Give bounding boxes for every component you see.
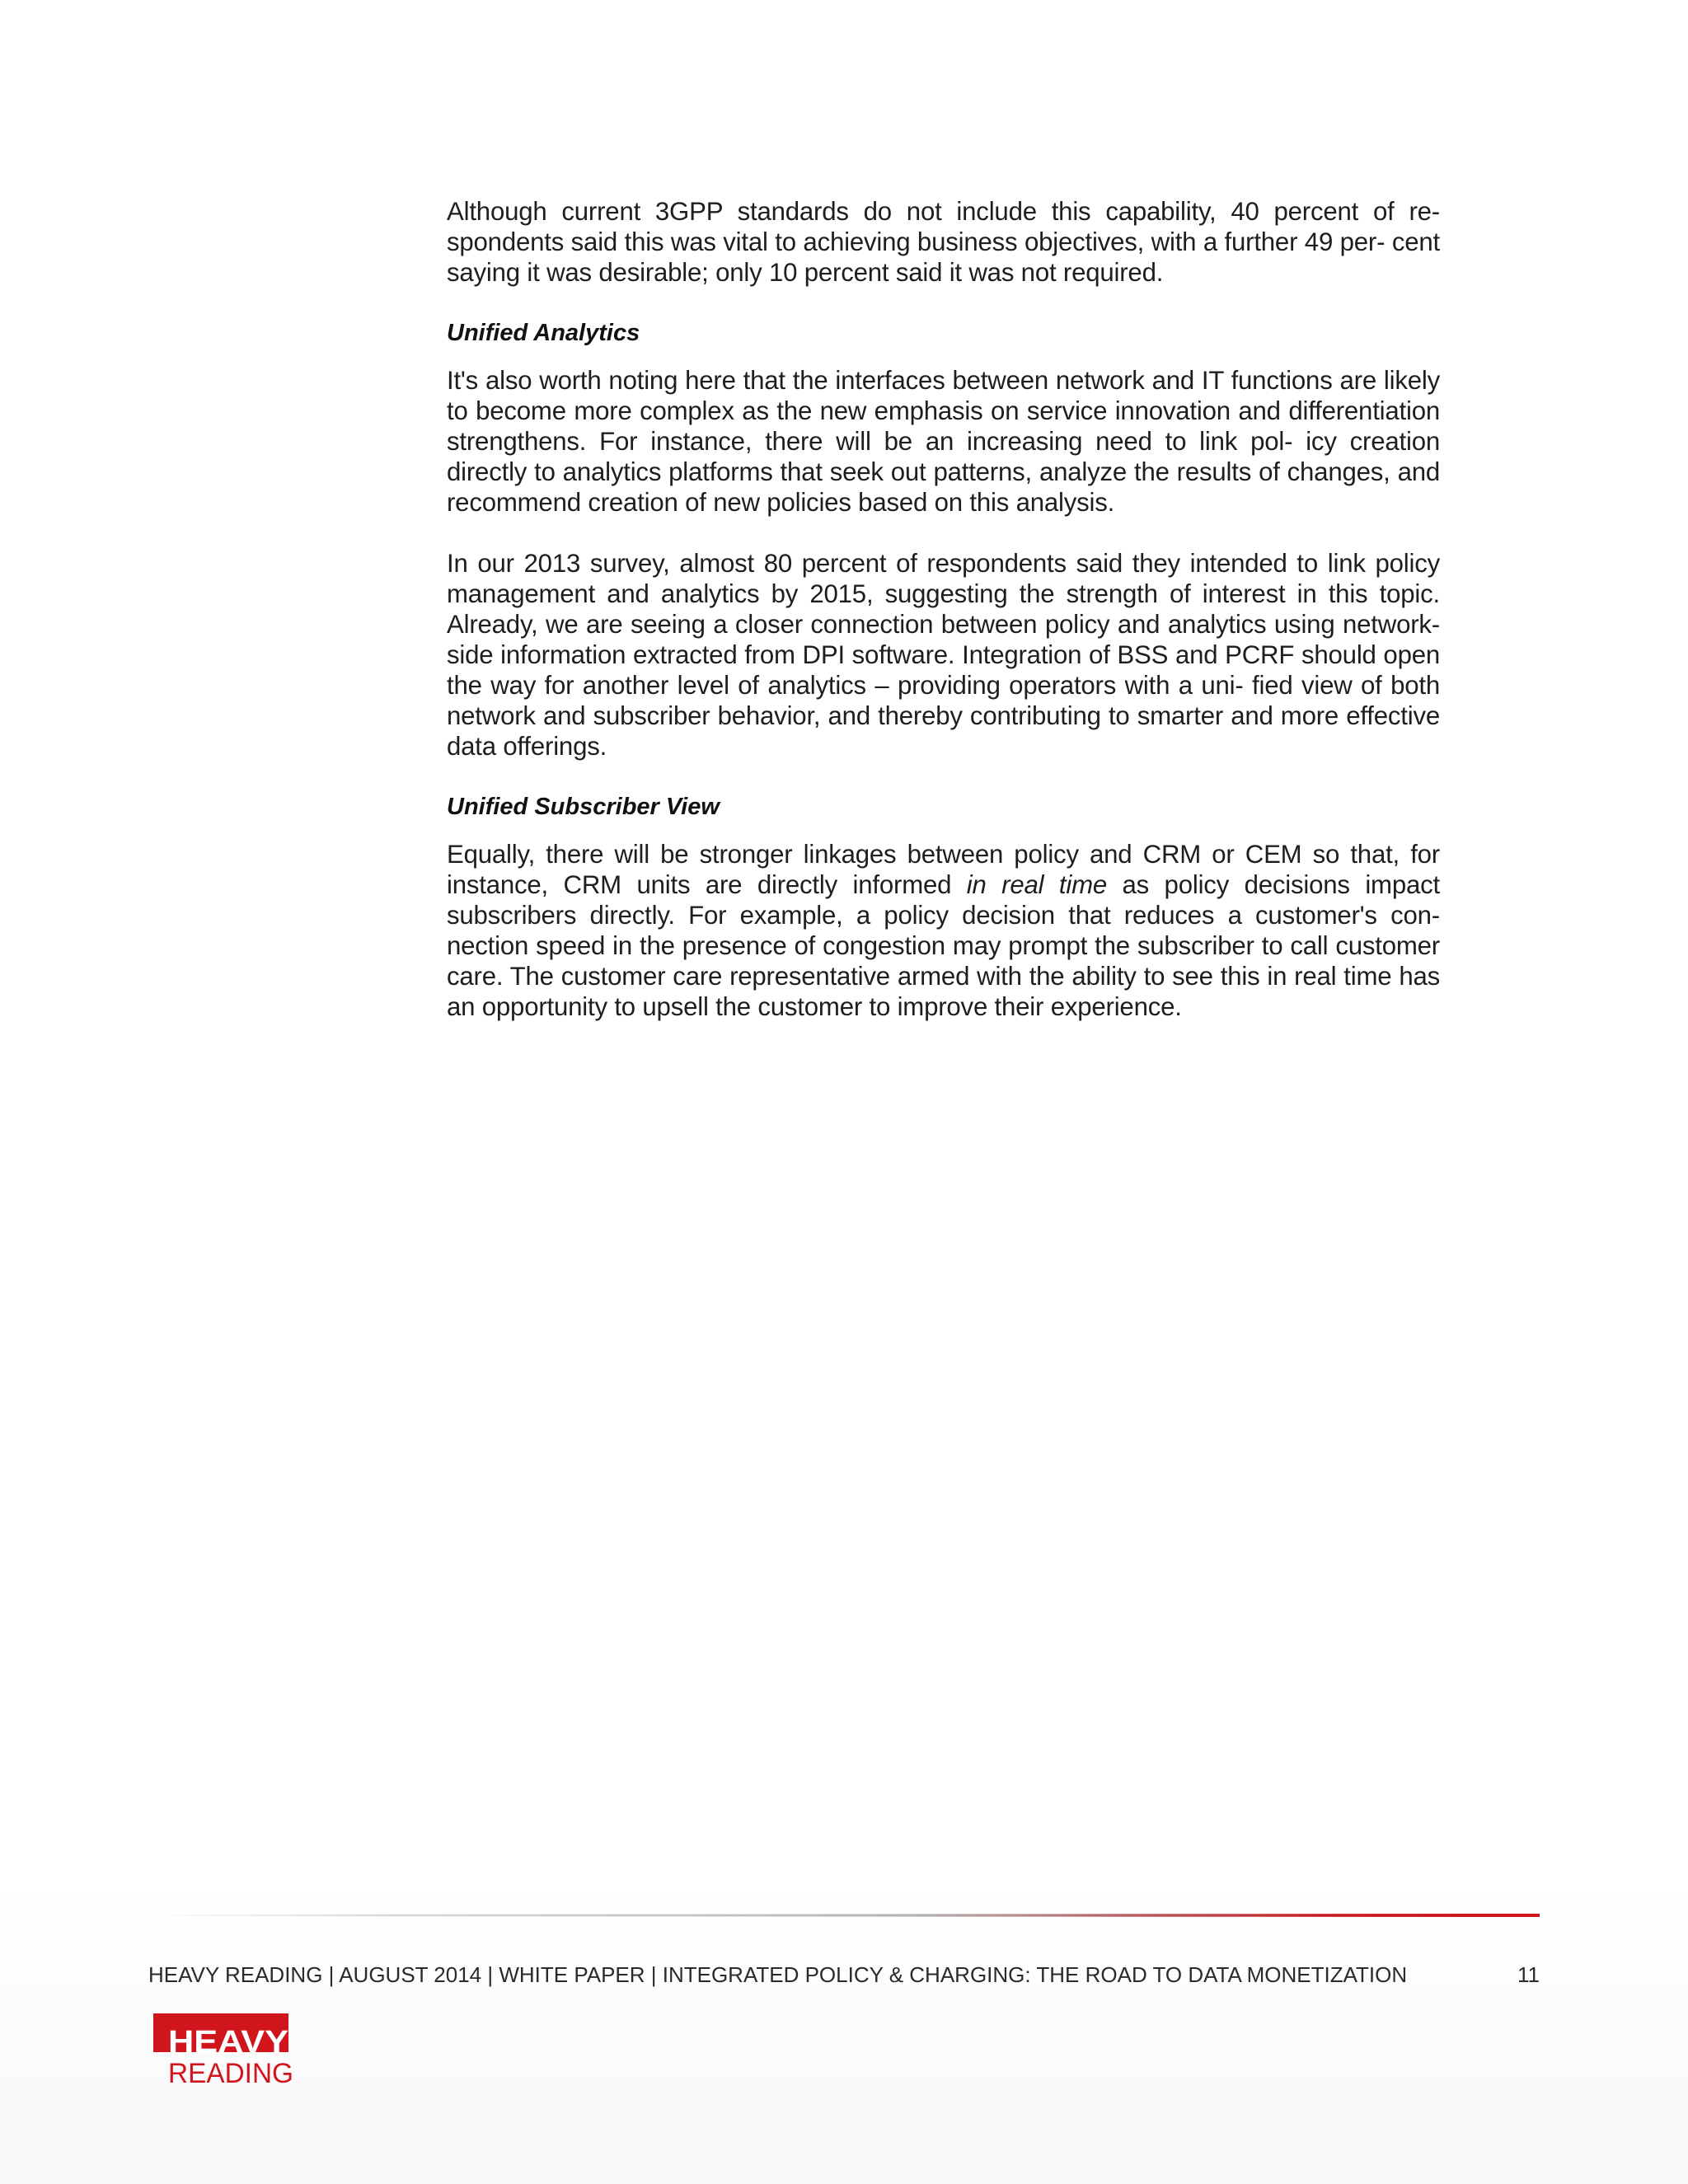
text-segment: instance, CRM units are directly informed [447,870,967,899]
text-line: network-side information extracted from DPI software. Integration of BSS and PCRF [447,610,1440,669]
text-line: Although current 3GPP standards do not include this capability, 40 percent of re- [447,197,1440,226]
text-line: subscribers directly. For example, a policy decision that reduces a customer's con- [447,901,1440,930]
footer-text: HEAVY READING | AUGUST 2014 | WHITE PAPER | INTEGRATED POLICY & CHARGING: THE ROAD TO DATA MONETIZATION [148,1962,1408,1987]
footer-rule [148,1912,1540,1919]
text-line: fied view of both network and subscriber behavior, and thereby contributing to [447,671,1440,730]
text-line: cent saying it was desirable; only 10 percent said it was not required. [447,227,1440,287]
text-line: of changes, and recommend creation of new policies based on this analysis. [447,457,1441,517]
text-segment: as policy decisions impact [1107,870,1440,899]
footer-rule-line [148,1914,1540,1917]
paragraph-crm-linkages [447,839,1440,1022]
text-line: likely to become more complex as the new emphasis on service innovation and [447,366,1440,425]
text-line: Already, we are seeing a closer connection between policy and analytics using [447,610,1335,639]
paragraph-2013-survey [447,548,1440,762]
logo-word-reading: READING [168,2058,293,2088]
text-line: In our 2013 survey, almost 80 percent of respondents said they intended to link policy [447,549,1440,578]
text-line: management and analytics by 2015, suggesting the strength of interest in this topic. [447,579,1440,608]
text-line: spondents said this was vital to achieving business objectives, with a further 49 per- [447,227,1386,256]
text-line: It's also worth noting here that the interfaces between network and IT functions are [447,366,1376,395]
heading-unified-analytics: Unified Analytics [447,320,640,346]
emphasis-in-real-time: in real time [966,870,1107,899]
text-line: should open the way for another level of analytics – providing operators with a uni- [447,640,1441,700]
text-line: Equally, there will be stronger linkages between policy and CRM or CEM so that, for [447,840,1440,869]
text-line: differentiation strengthens. For instance, there will be an increasing need to link pol- [447,396,1441,456]
logo-word-heavy: HEAVY [168,2025,288,2060]
main-content [447,196,1440,1022]
paragraph-interfaces [447,365,1440,518]
text-line: smarter and more effective data offerings. [447,701,1441,761]
heavy-reading-logo [153,2013,293,2088]
text-line: nection speed in the presence of congestion may prompt the subscriber to call [447,931,1329,960]
text-line: icy creation directly to analytics platforms that seek out patterns, analyze the results [447,427,1440,486]
text-line: customer care. The customer care representative armed with the ability to see this [447,931,1440,991]
text-line: in real time has an opportunity to upsell the customer to improve their experience. [447,962,1441,1021]
heading-unified-subscriber-view: Unified Subscriber View [447,794,720,820]
page-number: 11 [1517,1962,1540,1987]
paragraph-3gpp [447,196,1440,288]
